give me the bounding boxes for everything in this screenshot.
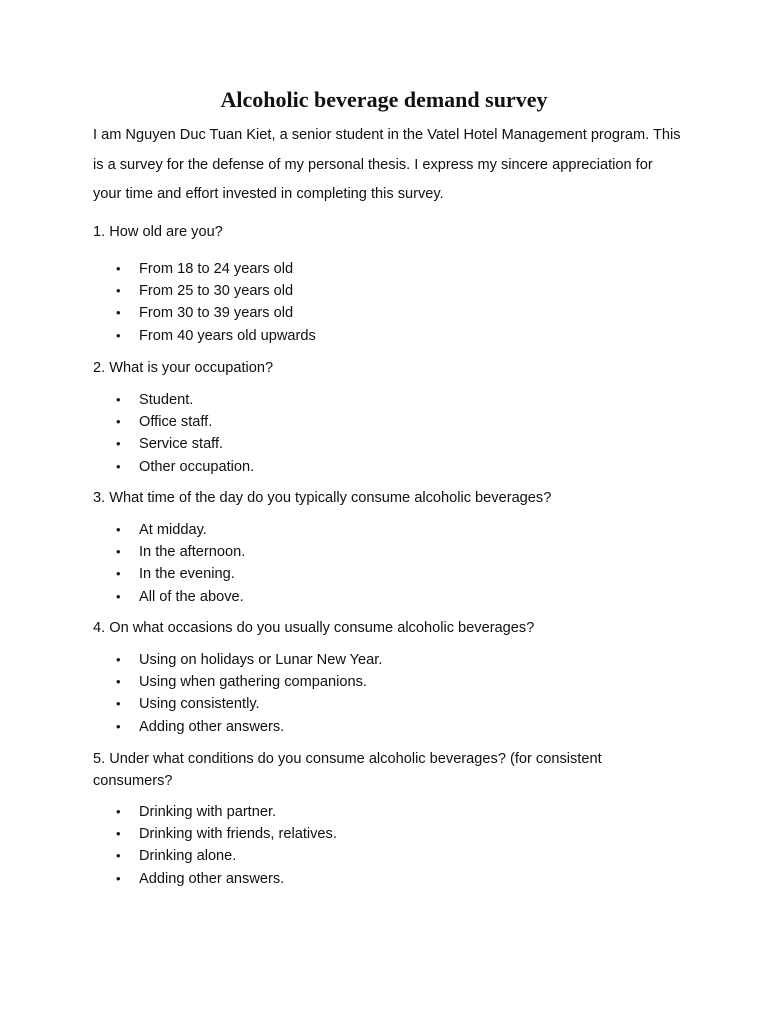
list-item (116, 649, 383, 671)
list-item (116, 433, 254, 455)
bullet-icon: • (116, 327, 121, 343)
list-item (116, 671, 382, 693)
bullet-icon: • (116, 696, 121, 712)
option-label: Other occupation. (139, 458, 255, 475)
bullet-icon: • (116, 652, 121, 667)
option-label: Using consistently. (139, 696, 260, 713)
option-label: At midday. (139, 522, 207, 538)
option-label: From 18 to 24 years old (139, 261, 294, 277)
option-label: Drinking alone. (139, 848, 237, 865)
list-item (116, 280, 316, 302)
bullet-icon: • (116, 588, 121, 604)
list-item (116, 845, 337, 867)
option-label: Drinking with partner. (139, 804, 277, 820)
option-label: Service staff. (139, 436, 224, 453)
question-3: 3. What time of the day do you typically consume alcoholic beverages? (93, 490, 552, 506)
question-3-options (116, 519, 246, 608)
bullet-icon: • (116, 436, 121, 452)
list-item (116, 411, 254, 433)
option-label: From 25 to 30 years old (139, 283, 294, 300)
bullet-icon: • (116, 848, 121, 864)
bullet-icon: • (116, 305, 121, 321)
option-label: Adding other answers. (139, 718, 285, 735)
bullet-icon: • (116, 392, 121, 407)
list-item (116, 456, 255, 478)
bullet-icon: • (116, 522, 121, 537)
list-item (116, 693, 382, 715)
bullet-icon: • (116, 414, 121, 430)
option-label: Using on holidays or Lunar New Year. (139, 652, 383, 668)
list-item (116, 586, 245, 608)
page-title: Alcoholic beverage demand survey (220, 87, 548, 112)
option-label: All of the above. (139, 588, 244, 605)
question-5-options (116, 801, 337, 890)
list-item (116, 563, 245, 585)
option-label: Adding other answers. (139, 870, 285, 887)
list-item (116, 258, 316, 280)
list-item (116, 823, 337, 845)
question-4-options (116, 649, 383, 738)
bullet-icon: • (116, 718, 121, 734)
option-label: In the evening. (139, 566, 235, 583)
bullet-icon: • (116, 804, 121, 819)
bullet-icon: • (116, 674, 121, 690)
list-item (116, 325, 316, 347)
option-label: Student. (139, 392, 194, 408)
intro-paragraph: I am Nguyen Duc Tuan Kiet, a senior student in the Vatel Hotel Management program. This is a survey for the defense of my personal thesis. I express my sincere appreciation for your time and effort invested in completing this survey. (93, 127, 681, 202)
option-label: From 30 to 39 years old (139, 305, 294, 322)
option-label: From 40 years old upwards (139, 327, 316, 344)
option-label: Drinking with friends, relatives. (139, 826, 337, 843)
list-item (116, 541, 246, 563)
option-label: Using when gathering companions. (139, 674, 367, 691)
question-4: 4. On what occasions do you usually consume alcoholic beverages? (93, 620, 535, 636)
list-item (116, 716, 382, 738)
bullet-icon: • (116, 544, 121, 560)
list-item (116, 519, 245, 541)
bullet-icon: • (116, 458, 121, 474)
option-label: Office staff. (139, 414, 213, 431)
question-1: 1. How old are you? (93, 224, 223, 240)
bullet-icon: • (116, 826, 121, 842)
bullet-icon: • (116, 870, 121, 886)
bullet-icon: • (116, 283, 121, 299)
bullet-icon: • (116, 261, 121, 276)
question-1-options (116, 258, 316, 347)
list-item (116, 302, 316, 324)
list-item (116, 389, 254, 411)
option-label: In the afternoon. (139, 544, 246, 561)
question-2-options (116, 389, 255, 478)
bullet-icon: • (116, 566, 121, 582)
question-5: 5. Under what conditions do you consume alcoholic beverages? (for consistent consumers? (93, 751, 602, 789)
question-2: 2. What is your occupation? (93, 360, 274, 376)
list-item (116, 868, 337, 890)
list-item (116, 801, 337, 823)
